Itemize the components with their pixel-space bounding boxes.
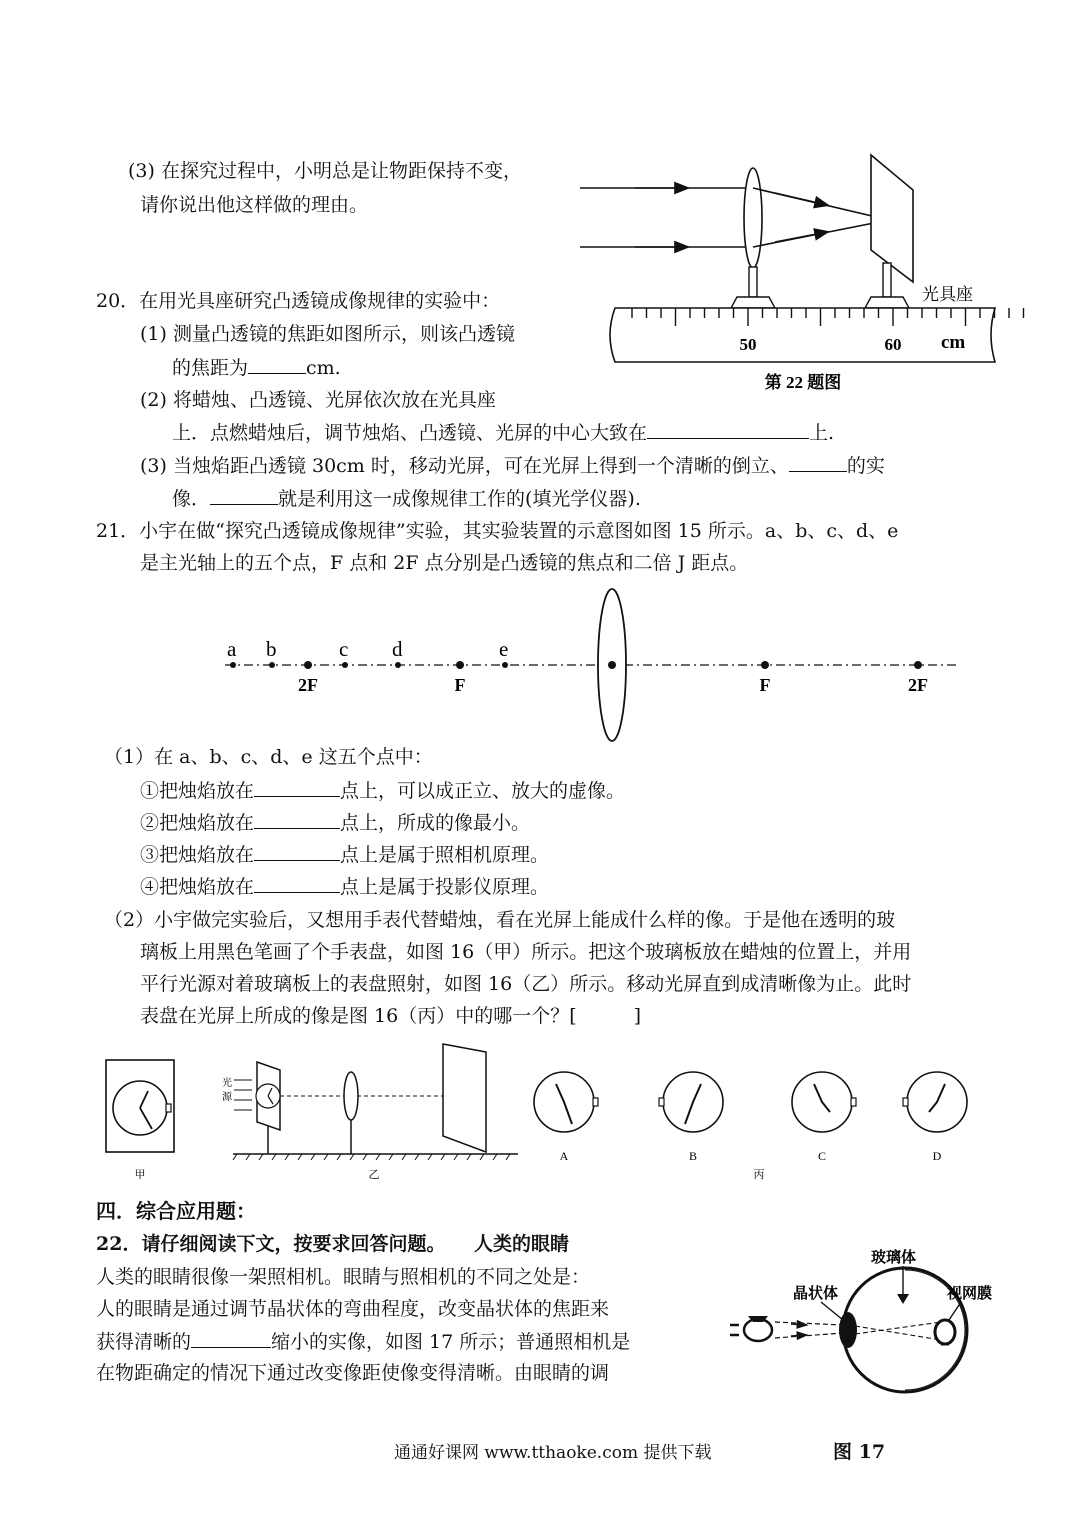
answer-blank[interactable]	[647, 420, 809, 439]
point-b-label: b	[266, 637, 277, 661]
text: 的实	[846, 455, 885, 477]
text: 上．点燃蜡烛后，调节烛焰、凸透镜、光屏的中心大致在	[172, 422, 648, 444]
answer-blank[interactable]	[254, 810, 340, 829]
q21-s2-line4: 表盘在光屏上所成的像是图 16（丙）中的哪一个？[ ]	[140, 1005, 642, 1027]
footer-text: 通通好课网 www.tthaoke.com 提供下载	[394, 1443, 712, 1463]
option-label-c: C	[817, 1149, 827, 1163]
clock-crown	[593, 1098, 598, 1106]
answer-blank[interactable]	[254, 778, 340, 797]
bench-label: 光具座	[922, 285, 973, 304]
text: ④把烛焰放在	[140, 876, 255, 898]
text: 点上是属于投影仪原理。	[340, 876, 550, 898]
q22-line2: 人的眼睛是通过调节晶状体的弯曲程度，改变晶状体的焦距来	[96, 1298, 610, 1320]
q21-stem-2: 是主光轴上的五个点，F 点和 2F 点分别是凸透镜的焦点和二倍 J 距点。	[140, 552, 749, 574]
q20-p2-b	[172, 420, 834, 445]
q22-line4: 在物距确定的情况下通过改变像距使像变得清晰。由眼睛的调	[96, 1362, 610, 1384]
text: 像．	[172, 488, 211, 510]
text: 的焦距为	[172, 357, 249, 379]
option-label-a: A	[559, 1149, 569, 1163]
fig22-caption: 第 22 题图	[764, 373, 842, 392]
q21-item	[140, 874, 549, 899]
answer-blank[interactable]	[191, 1329, 271, 1348]
point-d-label: d	[392, 637, 403, 661]
text: 上.	[809, 422, 835, 444]
answer-blank[interactable]	[254, 842, 340, 861]
crystalline-lens-label: 晶状体	[793, 1286, 839, 1302]
q20-p1-b	[172, 355, 341, 380]
q19-line2: 请你说出他这样做的理由。	[140, 194, 369, 216]
label-yi: 乙	[368, 1169, 380, 1181]
tick-50-label: 50	[739, 335, 757, 354]
retina-label: 视网膜	[947, 1286, 993, 1302]
text: ①把烛焰放在	[140, 780, 255, 802]
q21-s2-line3: 平行光源对着玻璃板上的表盘照射，如图 16（乙）所示。移动光屏直到成清晰像为止。此时	[140, 973, 912, 995]
q20-stem: 20．在用光具座研究凸透镜成像规律的实验中：	[96, 290, 501, 312]
section4-title: 四．综合应用题：	[96, 1199, 256, 1223]
option-label-d: D	[932, 1149, 942, 1163]
point-c-label: c	[339, 637, 349, 661]
answer-blank[interactable]	[210, 486, 278, 505]
q22-line1: 人类的眼睛很像一架照相机。眼睛与照相机的不同之处是：	[96, 1266, 591, 1288]
label-jia: 甲	[134, 1169, 146, 1181]
text: 获得清晰的	[96, 1331, 192, 1353]
clock-crown	[659, 1098, 664, 1106]
q22-head: 22．请仔细阅读下文，按要求回答问题。 人类的眼睛	[96, 1233, 569, 1255]
q21-s1-head: （1）在 a、b、c、d、e 这五个点中：	[104, 746, 433, 768]
q20-p2-a: (2) 将蜡烛、凸透镜、光屏依次放在光具座	[140, 389, 496, 411]
text: 点上是属于照相机原理。	[340, 844, 550, 866]
q21-s2-line1: （2）小宇做完实验后，又想用手表代替蜡烛，看在光屏上能成什么样的像。于是他在透明的玻	[104, 909, 896, 931]
q21-stem-1: 21．小宇在做“探究凸透镜成像规律”实验，其实验装置的示意图如图 15 所示。a、b、c、d、e	[96, 520, 899, 542]
unit-label: cm	[941, 332, 966, 353]
point-f-left-label: F	[454, 675, 466, 695]
q20-p1-a: (1) 测量凸透镜的焦距如图所示，则该凸透镜	[140, 323, 515, 345]
q20-p3-b	[172, 486, 641, 511]
answer-blank[interactable]	[254, 874, 340, 893]
point-a-label: a	[227, 637, 237, 661]
text: (3) 当烛焰距凸透镜 30cm 时，移动光屏，可在光屏上得到一个清晰的倒立、	[140, 455, 789, 477]
light-source-label: 光	[222, 1078, 232, 1089]
point-2f-left-label: 2F	[298, 675, 318, 695]
text: 点上，所成的像最小。	[340, 812, 531, 834]
q19-line1: (3) 在探究过程中，小明总是让物距保持不变，	[128, 160, 522, 182]
text: ③把烛焰放在	[140, 844, 255, 866]
text: ②把烛焰放在	[140, 812, 255, 834]
q21-item	[140, 810, 530, 835]
q21-s2-line2: 璃板上用黑色笔画了个手表盘，如图 16（甲）所示。把这个玻璃板放在蜡烛的位置上，并用	[140, 941, 912, 963]
text: 点上，可以成正立、放大的虚像。	[340, 780, 626, 802]
option-label-b: B	[688, 1149, 698, 1163]
text: 缩小的实像，如图 17 所示；普通照相机是	[271, 1331, 631, 1353]
answer-blank[interactable]	[248, 355, 306, 374]
light-source-label: 源	[222, 1092, 232, 1103]
text: 就是利用这一成像规律工作的(填光学仪器).	[278, 488, 641, 510]
point-2f-right-label: 2F	[908, 675, 928, 695]
fig22-diagram	[575, 150, 1005, 400]
answer-blank[interactable]	[789, 453, 847, 472]
point-f-right-label: F	[759, 675, 771, 695]
fig17-caption: 图 17	[833, 1441, 886, 1463]
q21-item	[140, 842, 549, 867]
fig15-principal-axis	[220, 585, 970, 745]
fig16-diagram	[100, 1040, 980, 1185]
q20-p3-a	[140, 453, 885, 478]
label-bing: 丙	[753, 1169, 765, 1181]
text: cm.	[306, 357, 341, 379]
q22-line3	[96, 1329, 630, 1354]
q21-item	[140, 778, 625, 803]
point-e-label: e	[499, 637, 509, 661]
vitreous-label: 玻璃体	[871, 1250, 917, 1266]
tick-60-label: 60	[884, 335, 902, 354]
fig17-eye-diagram	[715, 1240, 1045, 1410]
clock-crown	[903, 1098, 908, 1106]
clock-crown	[851, 1098, 856, 1106]
